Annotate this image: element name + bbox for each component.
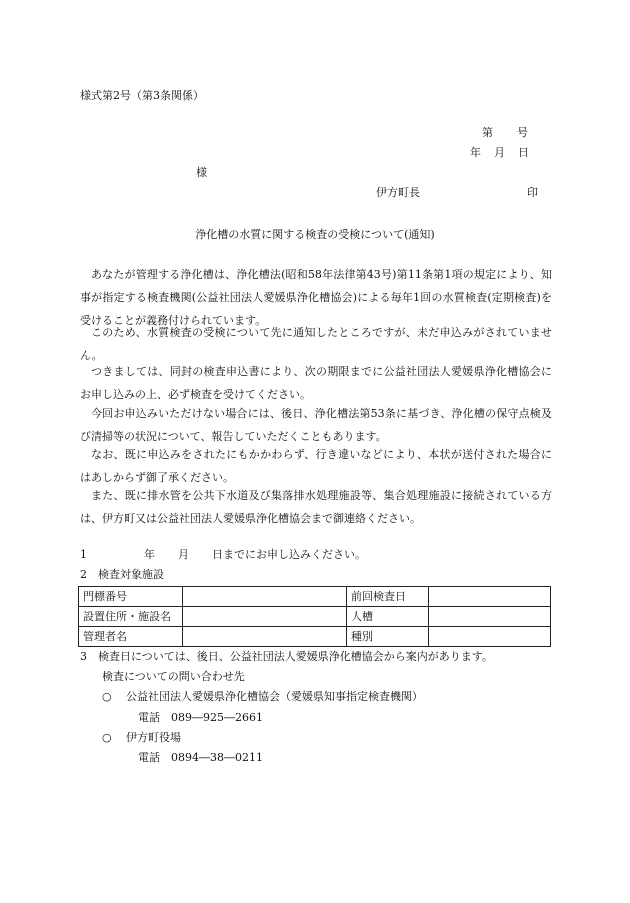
- item1-month: 月: [178, 548, 189, 561]
- date-month: 月: [494, 146, 505, 159]
- gate-number-field: [183, 587, 347, 607]
- item3-text: 3 検査日については、後日、公益社団法人愛媛県浄化槽協会から案内があります。: [80, 650, 493, 663]
- label-gate-number: 門標番号: [79, 587, 183, 607]
- item1-year: 年: [144, 548, 155, 561]
- issuer-seal: 印: [527, 186, 538, 199]
- recipient-honorific: 様: [196, 166, 207, 179]
- contact-town-phone: 電話 0894―38―0211: [138, 751, 263, 764]
- contact-org-phone: 電話 089―925―2661: [138, 711, 263, 724]
- table-row: [79, 607, 551, 627]
- label-type: 種別: [347, 627, 429, 647]
- date-day: 日: [518, 146, 529, 159]
- item1-text: 日までにお申し込みください。: [212, 548, 366, 561]
- manager-name-field: [183, 627, 347, 647]
- paragraph-3: つきましては、同封の検査申込書により、次の期限までに公益社団法人愛媛県浄化槽協会にお申し込みの上、必ず検査を受けてください。: [80, 365, 552, 401]
- date-year: 年: [470, 146, 481, 159]
- form-label: 様式第2号（第3条関係）: [80, 89, 204, 102]
- table-row: [79, 627, 551, 647]
- contact-heading: 検査についての問い合わせ先: [102, 670, 245, 683]
- last-inspection-date-field: [429, 587, 551, 607]
- number-prefix: 第: [482, 126, 493, 139]
- contact-bullet: ○: [102, 690, 112, 703]
- paragraph-5: なお、既に申込みをされたにもかかわらず、行き違いなどにより、本状が送付された場合にはあしからず御了承ください。: [80, 448, 552, 484]
- type-field: [429, 627, 551, 647]
- address-facility-field: [183, 607, 347, 627]
- number-suffix: 号: [517, 126, 528, 139]
- contact-town-name: 伊方町役場: [126, 731, 181, 744]
- table-row: [79, 587, 551, 607]
- label-manager-name: 管理者名: [79, 627, 183, 647]
- facility-table: [78, 586, 551, 647]
- label-last-inspection-date: 前回検査日: [347, 587, 429, 607]
- item2-heading: 2 検査対象施設: [80, 568, 164, 581]
- paragraph-1: あなたが管理する浄化槽は、浄化槽法(昭和58年法律第43号)第11条第1項の規定により、知事が指定する検査機関(公益社団法人愛媛県浄化槽協会)による毎年1回の水質検査(定期検査)を受けることが義務付けられています。: [80, 268, 552, 327]
- label-address-facility: 設置住所・施設名: [79, 607, 183, 627]
- item1-number: 1: [80, 548, 87, 561]
- contact-org-name: 公益社団法人愛媛県浄化槽協会（愛媛県知事指定検査機関）: [126, 690, 423, 703]
- paragraph-6: また、既に排水管を公共下水道及び集落排水処理施設等、集合処理施設に接続されている方は、伊方町又は公益社団法人愛媛県浄化槽協会まで御連絡ください。: [80, 489, 552, 525]
- paragraph-4: 今回お申込みいただけない場合には、後日、浄化槽法第53条に基づき、浄化槽の保守点検及び清掃等の状況について、報告していただくこともあります。: [80, 407, 552, 443]
- issuer-name: 伊方町長: [376, 186, 420, 199]
- contact-bullet: ○: [102, 731, 112, 744]
- capacity-field: [429, 607, 551, 627]
- paragraph-2: このため、水質検査の受検について先に通知したところですが、未だ申込みがされていません。: [80, 326, 552, 362]
- label-capacity: 人槽: [347, 607, 429, 627]
- document-title: 浄化槽の水質に関する検査の受検について(通知): [195, 228, 435, 241]
